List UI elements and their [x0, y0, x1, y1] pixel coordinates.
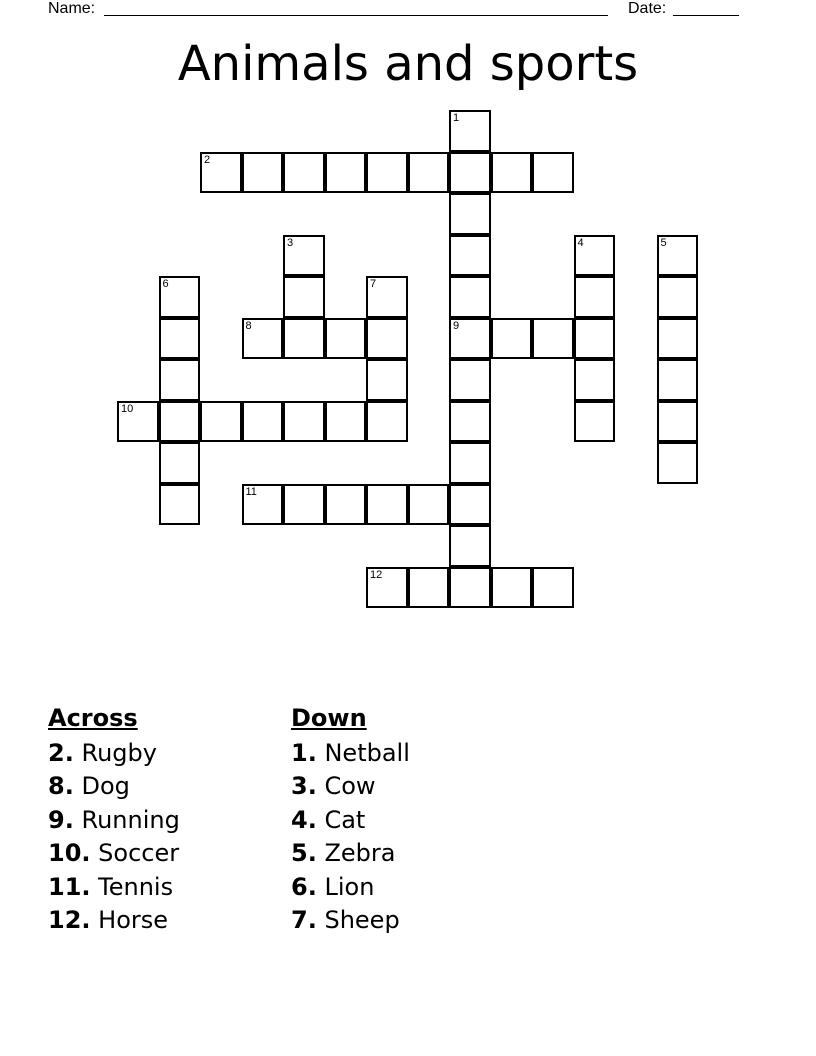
clue-text: Horse — [98, 906, 169, 935]
crossword-cell[interactable] — [117, 401, 159, 443]
down-clue — [291, 804, 410, 837]
clue-text: Cat — [324, 805, 366, 834]
clue-number-label: 3 — [287, 236, 294, 249]
clue-number: 11. — [48, 872, 91, 901]
clue-number-label: 12 — [370, 568, 383, 581]
crossword-cell[interactable] — [366, 318, 408, 360]
clue-number-label: 9 — [453, 319, 460, 332]
clue-number: 5. — [291, 839, 317, 868]
crossword-cell[interactable] — [449, 152, 491, 194]
crossword-cell[interactable] — [366, 401, 408, 443]
worksheet-header — [0, 0, 816, 20]
across-clue — [48, 871, 180, 904]
clue-number: 3. — [291, 772, 317, 801]
crossword-cell[interactable] — [159, 318, 201, 360]
crossword-cell[interactable] — [366, 276, 408, 318]
crossword-cell[interactable] — [200, 401, 242, 443]
clue-text: Lion — [324, 872, 375, 901]
crossword-cell[interactable] — [449, 359, 491, 401]
crossword-cell[interactable] — [449, 484, 491, 526]
date-field-line[interactable] — [673, 15, 739, 16]
down-clues — [291, 703, 410, 937]
crossword-cell[interactable] — [283, 276, 325, 318]
crossword-cell[interactable] — [657, 276, 699, 318]
crossword-cell[interactable] — [159, 401, 201, 443]
down-clue — [291, 737, 410, 770]
crossword-cell[interactable] — [574, 318, 616, 360]
down-clue — [291, 770, 410, 803]
clue-text: Netball — [324, 739, 410, 767]
clue-text: Dog — [81, 772, 130, 801]
crossword-cell[interactable] — [408, 152, 450, 194]
crossword-cell[interactable] — [159, 359, 201, 401]
clue-text: Running — [81, 805, 180, 834]
crossword-cell[interactable] — [657, 401, 699, 443]
clue-number: 2. — [48, 739, 74, 767]
crossword-cell[interactable] — [491, 318, 533, 360]
clue-number-label: 2 — [204, 153, 211, 166]
crossword-cell[interactable] — [574, 359, 616, 401]
crossword-cell[interactable] — [242, 484, 284, 526]
across-clue — [48, 904, 180, 937]
clue-number-label: 1 — [453, 112, 460, 124]
name-label: Name: — [48, 0, 96, 17]
clue-number-label: 8 — [245, 319, 252, 332]
clue-number-label: 10 — [121, 402, 134, 415]
across-clue — [48, 837, 180, 870]
clue-text: Rugby — [81, 739, 157, 767]
crossword-cell[interactable] — [574, 401, 616, 443]
crossword-cell[interactable] — [449, 193, 491, 235]
clue-number: 7. — [291, 906, 317, 935]
page-title: Animals and sports — [177, 36, 639, 92]
down-clue — [291, 904, 410, 937]
crossword-cell[interactable] — [491, 567, 533, 609]
crossword-cell[interactable] — [366, 484, 408, 526]
crossword-cell[interactable] — [657, 318, 699, 360]
crossword-cell[interactable] — [159, 442, 201, 484]
clue-text: Tennis — [98, 872, 174, 901]
crossword-cell[interactable] — [366, 359, 408, 401]
across-clue — [48, 737, 180, 770]
crossword-cell[interactable] — [366, 152, 408, 194]
clue-number: 9. — [48, 805, 74, 834]
clue-number: 8. — [48, 772, 74, 801]
down-clue — [291, 837, 410, 870]
crossword-cell[interactable] — [657, 442, 699, 484]
crossword-cell[interactable] — [200, 152, 242, 194]
crossword-cell[interactable] — [242, 401, 284, 443]
crossword-cell[interactable] — [325, 318, 367, 360]
clue-number: 12. — [48, 906, 91, 935]
crossword-cell[interactable] — [325, 152, 367, 194]
date-label: Date: — [628, 0, 667, 17]
crossword-cell[interactable] — [574, 276, 616, 318]
crossword-cell[interactable] — [449, 235, 491, 277]
clue-text: Sheep — [324, 906, 400, 935]
crossword-cell[interactable] — [449, 401, 491, 443]
crossword-cell[interactable] — [657, 359, 699, 401]
crossword-cell[interactable] — [283, 401, 325, 443]
crossword-cell[interactable] — [532, 318, 574, 360]
crossword-cell[interactable] — [408, 567, 450, 609]
crossword-cell[interactable] — [574, 235, 616, 277]
crossword-cell[interactable] — [242, 318, 284, 360]
crossword-cell[interactable] — [449, 110, 491, 152]
crossword-cell[interactable] — [449, 318, 491, 360]
clue-text: Zebra — [324, 839, 396, 868]
clue-text: Soccer — [98, 839, 180, 868]
crossword-cell[interactable] — [242, 152, 284, 194]
crossword-cell[interactable] — [449, 567, 491, 609]
clue-text: Cow — [324, 772, 376, 801]
name-field-line[interactable] — [104, 15, 608, 16]
crossword-cell[interactable] — [449, 276, 491, 318]
crossword-cell[interactable] — [159, 484, 201, 526]
crossword-cell[interactable] — [657, 235, 699, 277]
crossword-cell[interactable] — [283, 152, 325, 194]
crossword-cell[interactable] — [283, 318, 325, 360]
clue-number-label: 6 — [162, 278, 169, 290]
clue-number-label: 11 — [245, 485, 257, 498]
down-clue — [291, 871, 410, 904]
across-clue — [48, 770, 180, 803]
clue-number-label: 5 — [660, 236, 667, 249]
crossword-cell[interactable] — [449, 442, 491, 484]
crossword-cell[interactable] — [491, 152, 533, 194]
crossword-cell[interactable] — [325, 484, 367, 526]
clue-number: 10. — [48, 839, 91, 868]
crossword-cell[interactable] — [532, 152, 574, 194]
across-clues — [48, 703, 180, 937]
crossword-cell[interactable] — [325, 401, 367, 443]
crossword-cell[interactable] — [532, 567, 574, 609]
crossword-cell[interactable] — [159, 276, 201, 318]
crossword-cell[interactable] — [449, 525, 491, 567]
clue-number-label: 4 — [577, 236, 584, 249]
clue-number-label: 7 — [370, 278, 377, 290]
crossword-cell[interactable] — [283, 235, 325, 277]
clue-number: 6. — [291, 872, 317, 901]
down-heading: Down — [291, 704, 367, 732]
clue-number: 4. — [291, 805, 317, 834]
crossword-cell[interactable] — [408, 484, 450, 526]
crossword-cell[interactable] — [366, 567, 408, 609]
across-clue — [48, 804, 180, 837]
clue-number: 1. — [291, 739, 317, 767]
crossword-cell[interactable] — [283, 484, 325, 526]
across-heading: Across — [48, 704, 138, 732]
